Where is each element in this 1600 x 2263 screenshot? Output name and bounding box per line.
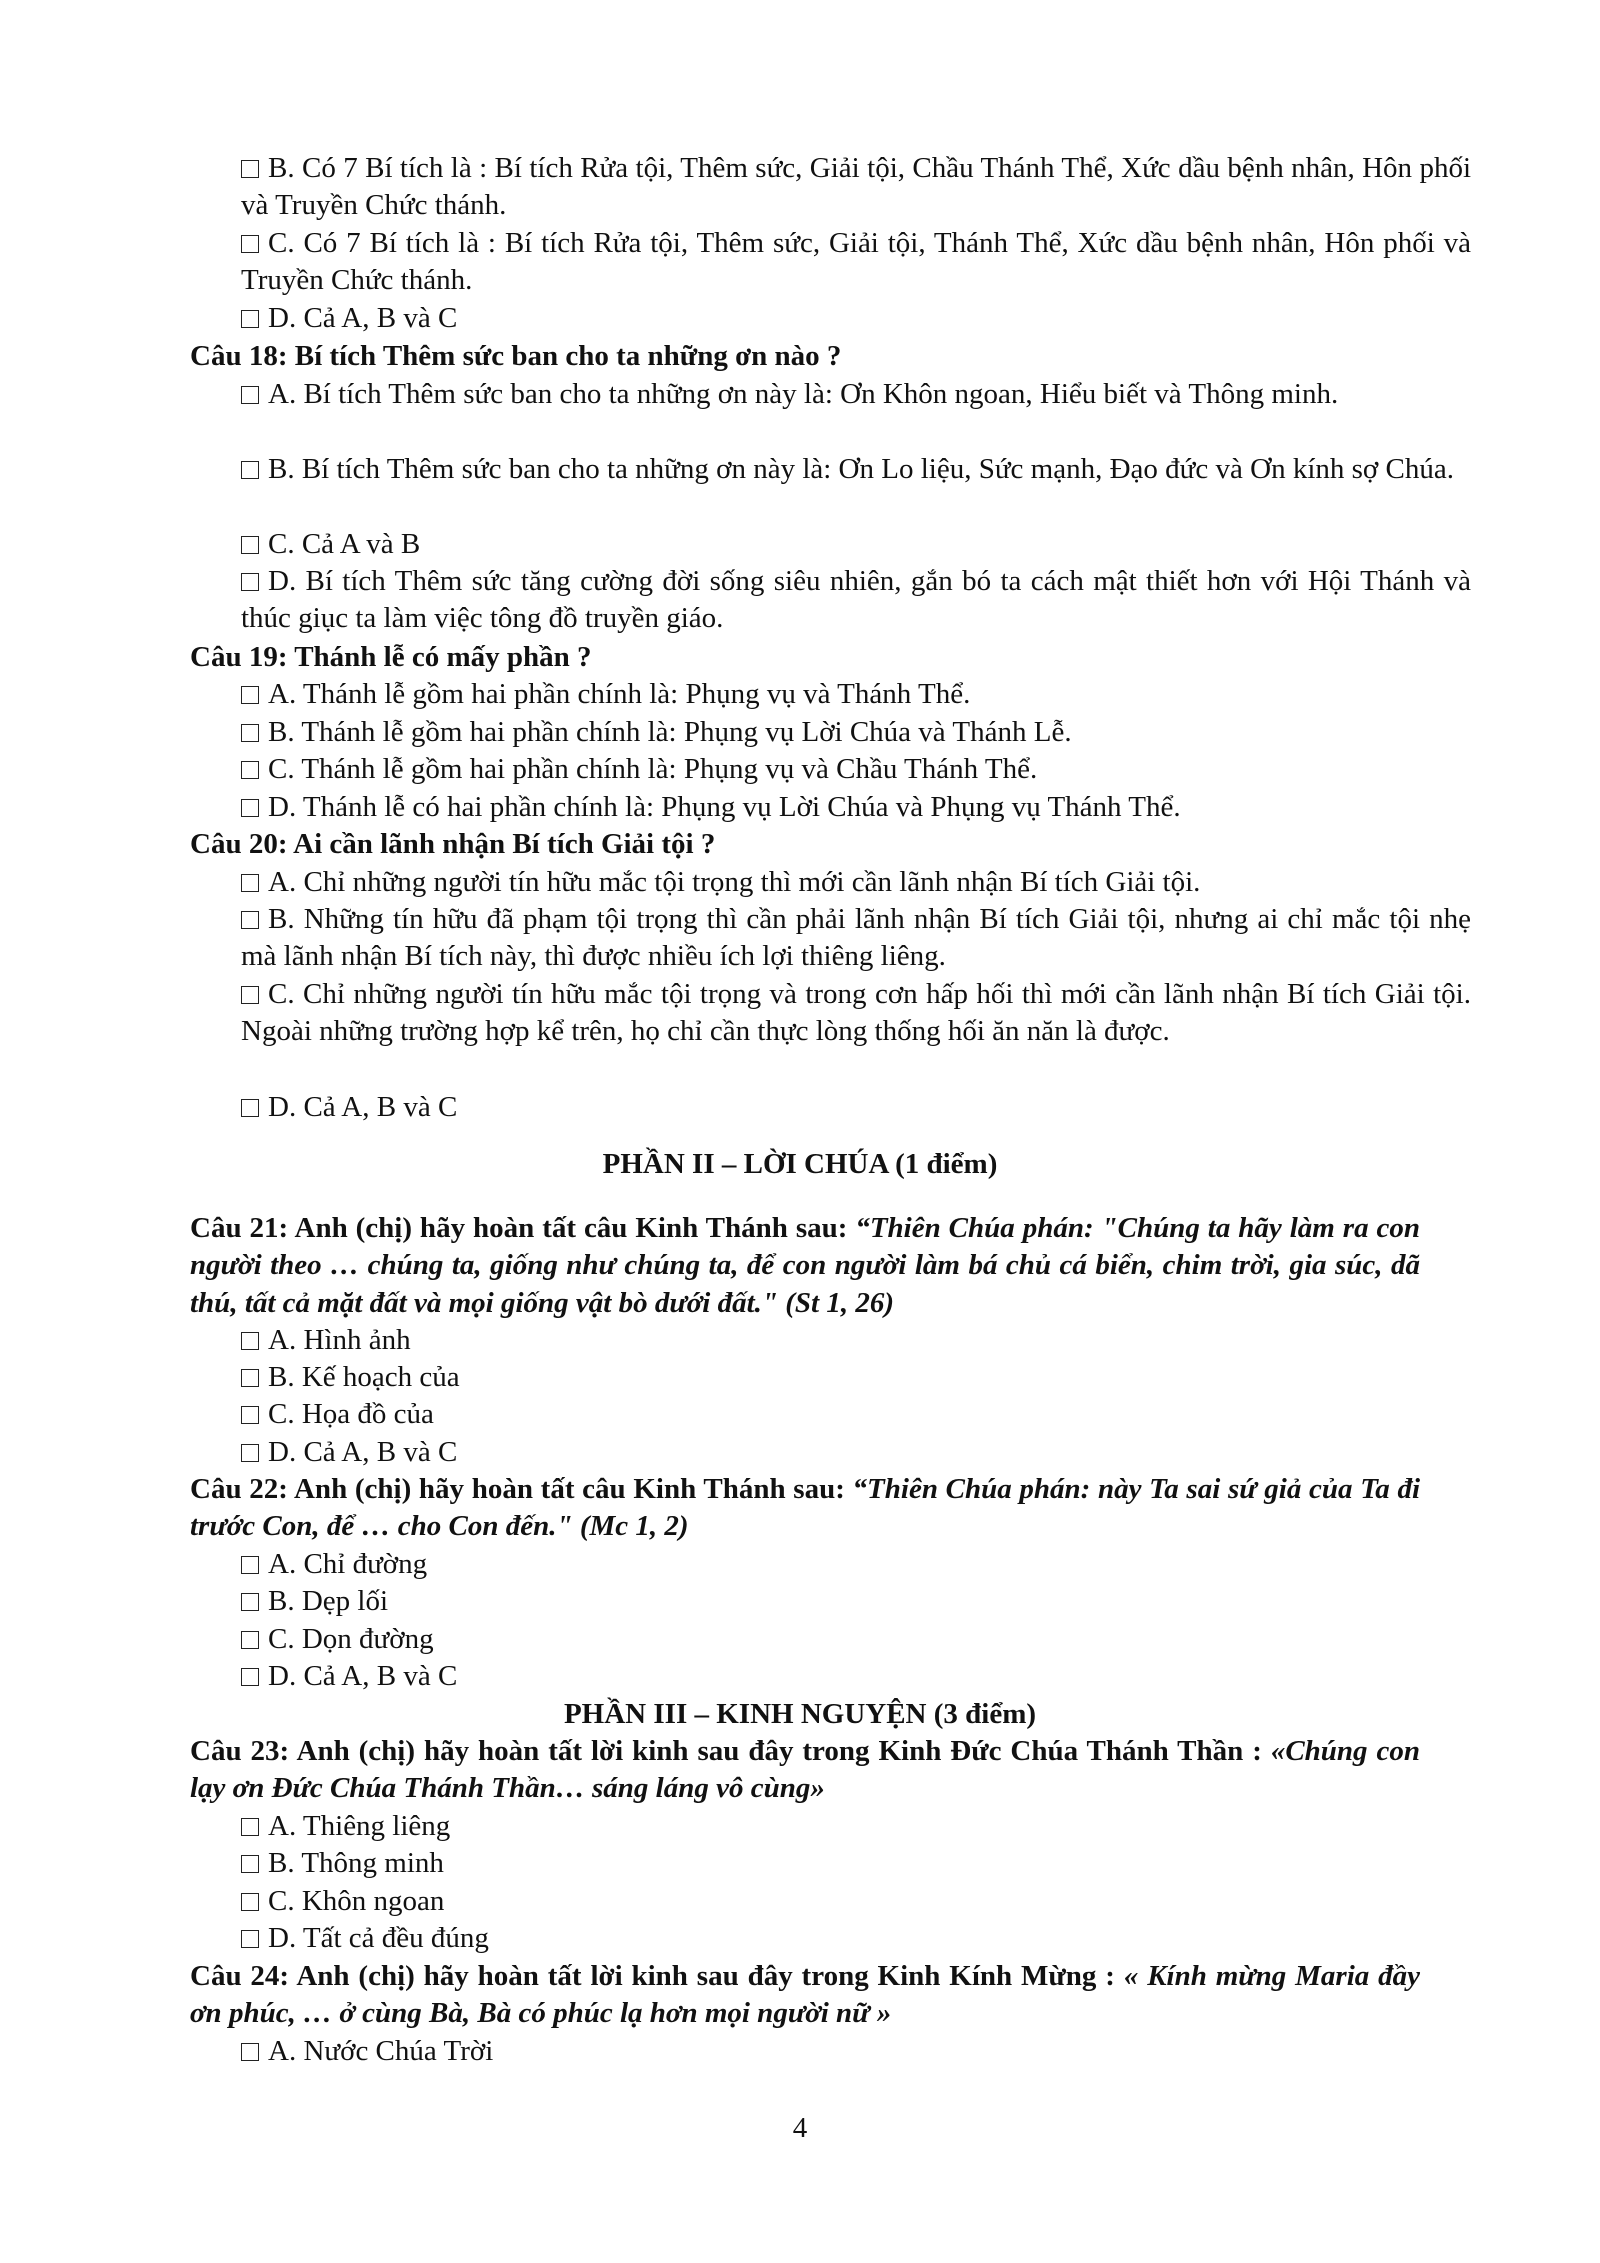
answer-option: [190, 1845, 1471, 1882]
answer-option-text: D. Thánh lễ có hai phần chính là: Phụng vụ Lời Chúa và Phụng vụ Thánh Thể.: [268, 791, 1181, 823]
answer-option: [190, 864, 1471, 901]
answer-option: [190, 1546, 1471, 1583]
answer-option-text: C. Họa đồ của: [268, 1398, 434, 1430]
answer-option: [190, 1883, 1471, 1920]
answer-option-text: D. Cả A, B và C: [268, 1091, 458, 1123]
answer-option: [190, 376, 1471, 413]
answer-option-text: D. Cả A, B và C: [268, 1436, 458, 1468]
question: [190, 826, 1420, 863]
answer-option: [190, 789, 1471, 826]
answer-option-text: D. Bí tích Thêm sức tăng cường đời sống siêu nhiên, gắn bó ta cách mật thiết hơn với Hội Thánh và thúc giục ta làm việc tông đồ truyền giáo.: [241, 565, 1471, 635]
answer-option-text: B. Dẹp lối: [268, 1585, 389, 1617]
answer-option-text: C. Khôn ngoan: [268, 1885, 445, 1917]
question-label: Câu 22: Anh (chị) hãy hoàn tất câu Kinh Thánh sau:: [190, 1473, 853, 1505]
checkbox-icon[interactable]: [241, 1406, 259, 1424]
checkbox-icon[interactable]: [241, 799, 259, 817]
answer-option-text: B. Thánh lễ gồm hai phần chính là: Phụng vụ Lời Chúa và Thánh Lễ.: [268, 716, 1072, 748]
checkbox-icon[interactable]: [241, 461, 259, 479]
checkbox-icon[interactable]: [241, 1893, 259, 1911]
checkbox-icon[interactable]: [241, 1099, 259, 1117]
answer-option: [190, 1434, 1471, 1471]
answer-option-text: B. Bí tích Thêm sức ban cho ta những ơn này là: Ơn Lo liệu, Sức mạnh, Đạo đức và Ơn kính sợ Chúa.: [268, 453, 1454, 485]
question-label: Câu 19: Thánh lễ có mấy phần ?: [190, 641, 592, 673]
answer-option-text: C. Chỉ những người tín hữu mắc tội trọng và trong cơn hấp hối thì mới cần lãnh nhận Bí tích Giải tội. Ngoài những trường hợp kể trên, họ chỉ cần thực lòng thống hối ăn năn là được.: [241, 978, 1471, 1048]
question-label: Câu 21: Anh (chị) hãy hoàn tất câu Kinh Thánh sau:: [190, 1212, 856, 1244]
answer-option: [190, 676, 1471, 713]
section-heading: PHẦN III – KINH NGUYỆN (3 điểm): [563, 1698, 1037, 1730]
checkbox-icon[interactable]: [241, 874, 259, 892]
answer-option: [190, 1396, 1471, 1433]
answer-option-text: A. Hình ảnh: [268, 1324, 411, 1356]
answer-option-text: C. Cả A và B: [268, 528, 421, 560]
checkbox-icon[interactable]: [241, 2043, 259, 2061]
answer-option-text: C. Thánh lễ gồm hai phần chính là: Phụng vụ và Chầu Thánh Thể.: [268, 753, 1038, 785]
question-label: Câu 23: Anh (chị) hãy hoàn tất lời kinh sau đây trong Kinh Đức Chúa Thánh Thần :: [190, 1735, 1271, 1767]
question: [190, 1733, 1420, 1808]
answer-option: [190, 300, 1471, 337]
answer-option-text: B. Thông minh: [268, 1847, 444, 1879]
checkbox-icon[interactable]: [241, 386, 259, 404]
answer-option: [190, 714, 1471, 751]
answer-option: [190, 1808, 1471, 1845]
checkbox-icon[interactable]: [241, 160, 259, 178]
answer-option: [190, 2033, 1471, 2070]
answer-option-text: B. Những tín hữu đã phạm tội trọng thì cần phải lãnh nhận Bí tích Giải tội, nhưng ai chỉ mắc tội nhẹ mà lãnh nhận Bí tích này, thì được nhiều ích lợi thiêng liêng.: [241, 903, 1471, 973]
question-label: Câu 18: Bí tích Thêm sức ban cho ta những ơn nào ?: [190, 340, 842, 372]
answer-option-text: A. Bí tích Thêm sức ban cho ta những ơn này là: Ơn Khôn ngoan, Hiểu biết và Thông minh.: [268, 378, 1339, 410]
answer-option: [190, 1322, 1471, 1359]
answer-option: [190, 751, 1471, 788]
checkbox-icon[interactable]: [241, 724, 259, 742]
answer-option: [190, 976, 1471, 1051]
question: [190, 338, 1420, 375]
checkbox-icon[interactable]: [241, 1855, 259, 1873]
answer-option-text: D. Cả A, B và C: [268, 302, 458, 334]
answer-option-text: D. Cả A, B và C: [268, 1660, 458, 1692]
answer-option: [190, 1920, 1471, 1957]
answer-option: [190, 1359, 1471, 1396]
question-label: Câu 24: Anh (chị) hãy hoàn tất lời kinh sau đây trong Kinh Kính Mừng :: [190, 1960, 1124, 1992]
checkbox-icon[interactable]: [241, 310, 259, 328]
question-quote: “Thiên Chúa phán: "Chúng ta hãy làm ra con người theo … chúng ta, giống như chúng ta, để con người làm bá chủ cá biển, chim trời, gia súc, dã thú, tất cả mặt đất và mọi giống vật bò dưới đất." (St 1, 26): [190, 1212, 1421, 1319]
answer-option: [190, 526, 1471, 563]
checkbox-icon[interactable]: [241, 686, 259, 704]
checkbox-icon[interactable]: [241, 1444, 259, 1462]
answer-option: [190, 1583, 1471, 1620]
checkbox-icon[interactable]: [241, 1818, 259, 1836]
answer-option-text: C. Có 7 Bí tích là : Bí tích Rửa tội, Thêm sức, Giải tội, Thánh Thể, Xức dầu bệnh nhân, Hôn phối và Truyền Chức thánh.: [241, 227, 1471, 297]
section-heading: PHẦN II – LỜI CHÚA (1 điểm): [602, 1148, 998, 1180]
checkbox-icon[interactable]: [241, 761, 259, 779]
answer-option-text: A. Thiêng liêng: [268, 1810, 451, 1842]
answer-option-text: A. Chỉ những người tín hữu mắc tội trọng thì mới cần lãnh nhận Bí tích Giải tội.: [268, 866, 1201, 898]
checkbox-icon[interactable]: [241, 1930, 259, 1948]
checkbox-icon[interactable]: [241, 911, 259, 929]
checkbox-icon[interactable]: [241, 1631, 259, 1649]
checkbox-icon[interactable]: [241, 1668, 259, 1686]
answer-option-text: D. Tất cả đều đúng: [268, 1922, 489, 1954]
answer-option-text: B. Có 7 Bí tích là : Bí tích Rửa tội, Thêm sức, Giải tội, Chầu Thánh Thể, Xức dầu bệnh nhân, Hôn phối và Truyền Chức thánh.: [241, 152, 1471, 222]
answer-option-text: A. Nước Chúa Trời: [268, 2035, 494, 2067]
checkbox-icon[interactable]: [241, 986, 259, 1004]
question: [190, 1471, 1420, 1546]
answer-option: [190, 451, 1471, 488]
checkbox-icon[interactable]: [241, 1556, 259, 1574]
question-label: Câu 20: Ai cần lãnh nhận Bí tích Giải tội ?: [190, 828, 716, 860]
answer-option: [190, 563, 1471, 638]
checkbox-icon[interactable]: [241, 1369, 259, 1387]
answer-option: [190, 1089, 1471, 1126]
question-quote: “Thiên Chúa phán: này Ta sai sứ giả của Ta đi trước Con, để … cho Con đến." (Mc 1, 2): [190, 1473, 1420, 1543]
answer-option: [190, 150, 1471, 225]
question: [190, 639, 1420, 676]
question: [190, 1210, 1420, 1322]
question-quote: « Kính mừng Maria đầy ơn phúc, … ở cùng Bà, Bà có phúc lạ hơn mọi người nữ »: [190, 1960, 1421, 2030]
checkbox-icon[interactable]: [241, 1593, 259, 1611]
answer-option: [190, 901, 1471, 976]
checkbox-icon[interactable]: [241, 573, 259, 591]
answer-option-text: A. Thánh lễ gồm hai phần chính là: Phụng vụ và Thánh Thể.: [268, 678, 971, 710]
answer-option: [190, 225, 1471, 300]
checkbox-icon[interactable]: [241, 1332, 259, 1350]
answer-option-text: A. Chỉ đường: [268, 1548, 428, 1580]
page-number: 4: [792, 2112, 808, 2144]
question-quote: «Chúng con lạy ơn Đức Chúa Thánh Thần… sáng láng vô cùng»: [190, 1735, 1420, 1805]
checkbox-icon[interactable]: [241, 536, 259, 554]
answer-option: [190, 1658, 1471, 1695]
answer-option: [190, 1621, 1471, 1658]
answer-option-text: C. Dọn đường: [268, 1623, 434, 1655]
question: [190, 1958, 1420, 2033]
checkbox-icon[interactable]: [241, 235, 259, 253]
answer-option-text: B. Kế hoạch của: [268, 1361, 460, 1393]
